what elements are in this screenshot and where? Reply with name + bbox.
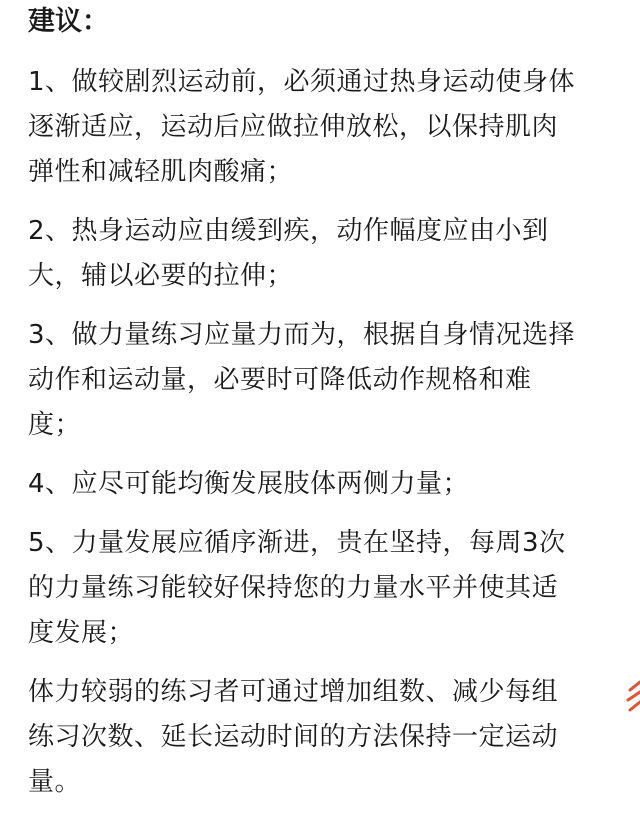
paragraph-line: 量。: [28, 767, 82, 797]
paragraph-line: 度；: [28, 410, 82, 440]
paragraph-6: [28, 670, 614, 805]
paragraph-line: 3、做力量练习应量力而为，根据自身情况选择: [28, 320, 576, 350]
paragraph-line: 逐渐适应，运动后应做拉伸放松，以保持肌肉: [28, 112, 559, 142]
paragraph-4: [28, 462, 614, 507]
paragraph-line: 大，辅以必要的拉伸；: [28, 261, 294, 291]
paragraph-1: [28, 60, 614, 195]
paragraph-line: 5、力量发展应循序渐进，贵在坚持，每周3次: [28, 528, 566, 558]
corner-accent-icon: [624, 678, 640, 718]
paragraph-line: 动作和运动量，必要时可降低动作规格和难: [28, 365, 532, 395]
paragraph-line: 体力较弱的练习者可通过增加组数、减少每组: [28, 677, 559, 707]
paragraph-line: 1、做较剧烈运动前，必须通过热身运动使身体: [28, 67, 576, 97]
paragraph-line: 弹性和减轻肌肉酸痛；: [28, 157, 294, 187]
paragraph-line: 4、应尽可能均衡发展肢体两侧力量；: [28, 469, 470, 499]
paragraph-line: 的力量练习能较好保持您的力量水平并使其适: [28, 573, 559, 603]
paragraph-5: [28, 521, 614, 656]
paragraph-2: [28, 209, 614, 299]
paragraph-line: 练习次数、延长运动时间的方法保持一定运动: [28, 722, 559, 752]
article-body: [28, 0, 614, 819]
section-heading: 建议：: [28, 6, 109, 37]
paragraph-3: [28, 313, 614, 448]
paragraph-line: 度发展；: [28, 618, 135, 648]
paragraph-line: 2、热身运动应由缓到疾，动作幅度应由小到: [28, 216, 549, 246]
